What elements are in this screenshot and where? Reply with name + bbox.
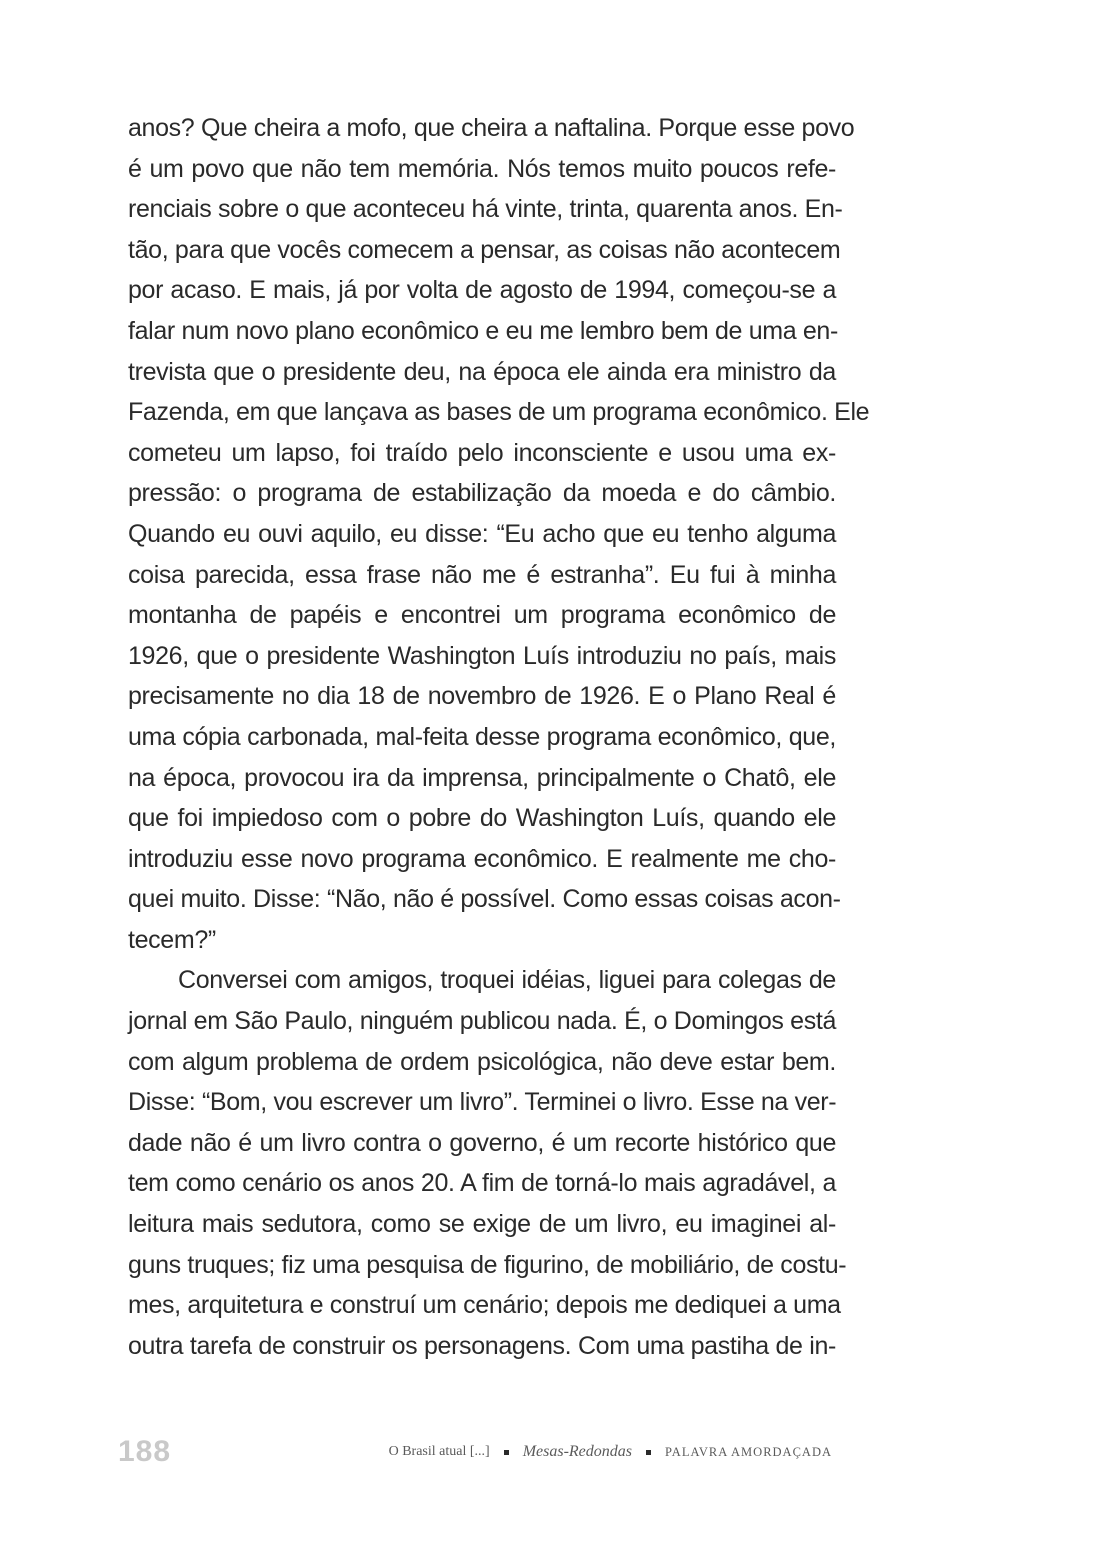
- text-line: jornal em São Paulo, ninguém publicou nada. É, o Domingos está: [128, 1007, 836, 1036]
- text-line: outra tarefa de construir os personagens. Com uma pastiha de in-: [128, 1331, 836, 1360]
- text-line: cometeu um lapso, foi traído pelo inconsciente e usou uma ex-: [128, 438, 836, 467]
- text-line: pressão: o programa de estabilização da moeda e do câmbio.: [128, 479, 836, 508]
- text-line: Fazenda, em que lançava as bases de um programa econômico. Ele: [128, 398, 870, 427]
- text-line: 1926, que o presidente Washington Luís introduziu no país, mais: [128, 641, 836, 670]
- text-line: montanha de papéis e encontrei um programa econômico de: [128, 601, 836, 630]
- page-footer: [118, 1432, 832, 1472]
- text-line: guns truques; fiz uma pesquisa de figurino, de mobiliário, de costu-: [128, 1250, 847, 1279]
- text-line: falar num novo plano econômico e eu me lembro bem de uma en-: [128, 316, 838, 345]
- text-line: leitura mais sedutora, como se exige de um livro, eu imaginei al-: [128, 1210, 836, 1239]
- text-line: renciais sobre o que aconteceu há vinte, trinta, quarenta anos. En-: [128, 195, 843, 224]
- text-line: trevista que o presidente deu, na época ele ainda era ministro da: [128, 357, 836, 386]
- page-number: 188: [118, 1435, 172, 1468]
- text-line: anos? Que cheira a mofo, que cheira a naftalina. Porque esse povo: [128, 114, 855, 142]
- text-line: com algum problema de ordem psicológica, não deve estar bem.: [128, 1047, 836, 1076]
- text-line: Disse: “Bom, vou escrever um livro”. Terminei o livro. Esse na ver-: [128, 1088, 837, 1117]
- text-line: por acaso. E mais, já por volta de agosto de 1994, começou-se a: [128, 276, 836, 305]
- text-line: quei muito. Disse: “Não, não é possível. Como essas coisas acon-: [128, 885, 841, 914]
- footer-section-title: O Brasil atual [...]: [388, 1444, 490, 1459]
- text-line: que foi impiedoso com o pobre do Washington Luís, quando ele: [128, 804, 836, 833]
- text-line: tem como cenário os anos 20. A fim de torná-lo mais agradável, a: [128, 1169, 836, 1198]
- text-line: dade não é um livro contra o governo, é um recorte histórico que: [128, 1128, 836, 1157]
- bullet-separator: [646, 1450, 651, 1455]
- running-footer: [389, 1432, 832, 1472]
- text-line: na época, provocou ira da imprensa, principalmente o Chatô, ele: [128, 763, 836, 792]
- body-text: [128, 108, 870, 1366]
- text-line: uma cópia carbonada, mal-feita desse programa econômico, que,: [128, 722, 836, 751]
- paragraph-2: [128, 960, 847, 1366]
- bullet-separator: [504, 1450, 509, 1455]
- text-line: Conversei com amigos, troquei idéias, liguei para colegas de: [178, 966, 836, 995]
- footer-series-title: Mesas-Redondas: [522, 1443, 632, 1460]
- text-line: tecem?”: [128, 925, 216, 954]
- text-line: introduziu esse novo programa econômico. E realmente me cho-: [128, 844, 836, 873]
- text-line: tão, para que vocês comecem a pensar, as coisas não acontecem: [128, 235, 841, 264]
- text-line: precisamente no dia 18 de novembro de 1926. E o Plano Real é: [128, 682, 836, 711]
- text-line: é um povo que não tem memória. Nós temos muito poucos refe-: [128, 154, 836, 183]
- text-line: coisa parecida, essa frase não me é estranha”. Eu fui à minha: [128, 560, 836, 589]
- footer-book-title: PALAVRA AMORDAÇADA: [665, 1445, 832, 1459]
- text-line: Quando eu ouvi aquilo, eu disse: “Eu acho que eu tenho alguma: [128, 519, 836, 548]
- text-line: mes, arquitetura e construí um cenário; depois me dediquei a uma: [128, 1291, 841, 1320]
- paragraph-1: [128, 108, 870, 960]
